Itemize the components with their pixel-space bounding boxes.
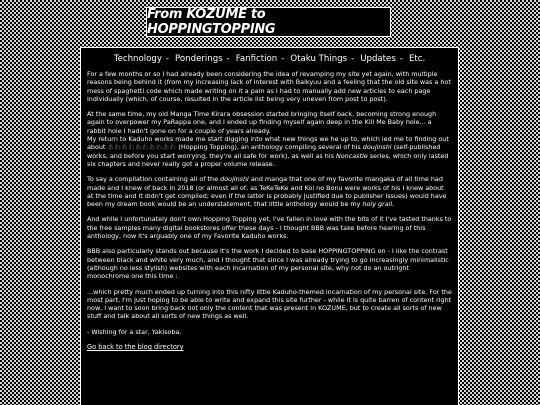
nav-separator: - <box>226 54 230 64</box>
nav-separator: - <box>399 54 403 64</box>
main-panel <box>80 47 459 405</box>
site-header <box>146 7 391 37</box>
paragraph-1: For a few months or so I had already been considering the idea of revamping my site yet again, with multiple reasons being behind it (from my increasing lack of interest with Baikyuu and a feeling that the old site was a hot mess of spaghetti code which made writing on it a pain as I had to manually add new articles to each page individually (which, of course, resulted in the article list being very uneven from post to post). <box>87 70 451 103</box>
paragraph-6: ...which pretty much ended up turning into this nifty little Kaduho-themed incarnation of my personal site. For the most part, I'm just hoping to be able to write and expand this site further - while it is quite barren of content right now, I want to soon bring back not only the content that was present in KOZUME, but to create all sorts of new stuff and talk about all sorts of new things as well. <box>87 287 452 321</box>
text-span: To say a compilation containing all of the <box>87 175 221 184</box>
nav-otaku-things[interactable]: Otaku Things <box>290 54 348 64</box>
emphasis: doujinshi <box>362 143 392 152</box>
paragraph-2a: At the same time, my old Manga Time Kirara obsession started bringing itself back, becoming strong enough again to overpower my PaRappa one, and I ended up finding myself again deep in the Kill Me Baby hole... a rabbit hole I hadn't gone on for a couple of years already. <box>87 110 437 135</box>
emphasis: holy grail. <box>362 200 395 209</box>
article-body <box>81 70 458 351</box>
japanese-title: あわあわあわあわあわ <box>107 143 177 152</box>
nav-separator: - <box>351 54 355 64</box>
text-span: My return to Kaduho works made me start digging into what new things we he up to, which led me to finding out about <box>87 135 449 152</box>
signature: - Wishing for a star, Yakisoba. <box>87 327 182 336</box>
paragraph-2 <box>87 110 452 168</box>
text-span: (self-published works, and before you start worrying, they're all safe for work), as well as his <box>87 143 441 160</box>
page-title: From KOZUME to HOPPINGTOPPING <box>147 7 276 37</box>
nav-technology[interactable]: Technology <box>113 54 162 64</box>
nav-bar <box>81 54 458 64</box>
nav-separator: - <box>281 54 285 64</box>
nav-etc[interactable]: Etc. <box>408 54 426 64</box>
text-span: and manga that one of my favorite mangaka of all time had made and I knew of back in 2018 (or almost all of, as TeKeTeKe and Koi no Bonu were works of his I knew about at the time and it didn't get compiled; even if the latter is probably justified due to publisher issues) would have been my dream book would be an understatement, that little anthology would be my <box>87 175 447 209</box>
nav-fanfiction[interactable]: Fanfiction <box>235 54 278 64</box>
paragraph-3 <box>87 175 452 208</box>
nav-updates[interactable]: Updates <box>360 54 396 64</box>
back-to-blog-link[interactable]: Go back to the blog directory <box>87 343 184 352</box>
nav-ponderings[interactable]: Ponderings <box>175 54 223 64</box>
text-span: (Hopping Topping), an anthology compiling several of his <box>176 143 363 152</box>
paragraph-4: And while I unfortunately don't own Hopping Topping yet, I've fallen in love with the bits of it I've tasted thanks to the free samples many digital bookstores offer these days - I thought BBB was take before hearing of this anthology, now it's arguably one of my Favorite Kaduho works. <box>87 215 452 241</box>
emphasis: Noncastle <box>335 151 368 160</box>
back-link-row <box>87 343 452 351</box>
emphasis: doujinshi <box>220 175 249 184</box>
paragraph-5: BBB also particularly stands out because it's the work I decided to base HOPPINGTOPPING on - I like the contrast between black and white very much, and I thought that since I was already trying to go increasingly minimalistic (although no less stylish) websites with each incarnation of my personal site, why not do an outright monochrome one this time : <box>87 247 449 281</box>
nav-separator: - <box>165 54 170 64</box>
text-span: series, which only lasted six chapters and never really got a proper volume release. <box>87 151 449 168</box>
